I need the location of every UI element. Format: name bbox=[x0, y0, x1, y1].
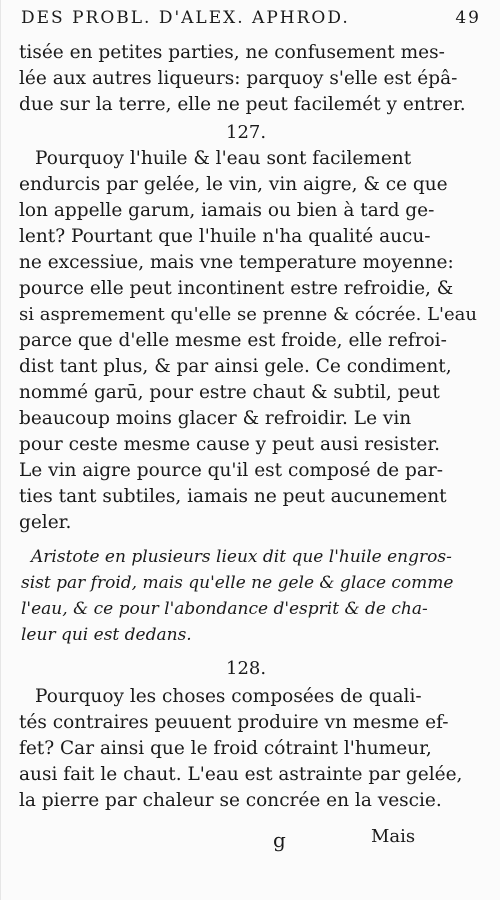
text-line: beaucoup moins glacer & refroidir. Le vin bbox=[19, 408, 412, 429]
text-line: tés contraires peuuent produire vn mesme ef- bbox=[19, 712, 449, 733]
text-line: endurcis par gelée, le vin, vin aigre, & ce que bbox=[19, 174, 448, 195]
text-line: lon appelle garum, iamais ou bien à tard ge- bbox=[19, 200, 435, 221]
text-line: la pierre par chaleur se concrée en la vescie. bbox=[19, 790, 442, 811]
text-line: due sur la terre, elle ne peut facilemét y entrer. bbox=[19, 94, 466, 115]
text-line: pour ceste mesme cause y peut ausi resister. bbox=[19, 434, 441, 455]
chapter-number: 128. bbox=[226, 658, 267, 679]
running-header bbox=[11, 8, 481, 32]
text-line: parce que d'elle mesme est froide, elle refroi- bbox=[19, 330, 447, 351]
signature-mark: g bbox=[273, 828, 286, 852]
text-line: Pourquoy les choses composées de quali- bbox=[35, 686, 422, 707]
text-line: Pourquoy l'huile & l'eau sont facilement bbox=[35, 148, 412, 169]
text-line: lée aux autres liqueurs: parquoy s'elle est épâ- bbox=[19, 68, 458, 89]
catchword: Mais bbox=[371, 826, 416, 847]
text-line: Le vin aigre pource qu'il est composé de par- bbox=[19, 460, 443, 481]
annotation-line: l'eau, & ce pour l'abondance d'esprit & de cha- bbox=[21, 599, 428, 619]
annotation-line: leur qui est dedans. bbox=[21, 625, 192, 645]
text-line: tisée en petites parties, ne confusement mes- bbox=[19, 42, 445, 63]
chapter-number: 127. bbox=[226, 122, 267, 143]
text-line: ties tant subtiles, iamais ne peut aucunement bbox=[19, 486, 447, 507]
text-line: lent? Pourtant que l'huile n'ha qualité aucu- bbox=[19, 226, 431, 247]
annotation-line: sist par froid, mais qu'elle ne gele & glace comme bbox=[21, 573, 454, 593]
text-line: geler. bbox=[19, 512, 72, 533]
running-title: DES PROBL. D'ALEX. APHROD. bbox=[21, 8, 350, 28]
text-line: dist tant plus, & par ainsi gele. Ce condiment, bbox=[19, 356, 452, 377]
text-line: pource elle peut incontinent estre refroidie, & bbox=[19, 278, 454, 299]
annotation-line: Aristote en plusieurs lieux dit que l'huile engros- bbox=[31, 547, 452, 567]
text-line: ne excessiue, mais vne temperature moyenne: bbox=[19, 252, 454, 273]
text-line: ausi fait le chaut. L'eau est astrainte par gelée, bbox=[19, 764, 463, 785]
text-line: si aspremement qu'elle se prenne & cócrée. L'eau bbox=[19, 304, 477, 325]
text-line: nommé garū, pour estre chaut & subtil, peut bbox=[19, 382, 440, 403]
text-line: fet? Car ainsi que le froid cótraint l'humeur, bbox=[19, 738, 432, 759]
page-number: 49 bbox=[455, 8, 481, 28]
